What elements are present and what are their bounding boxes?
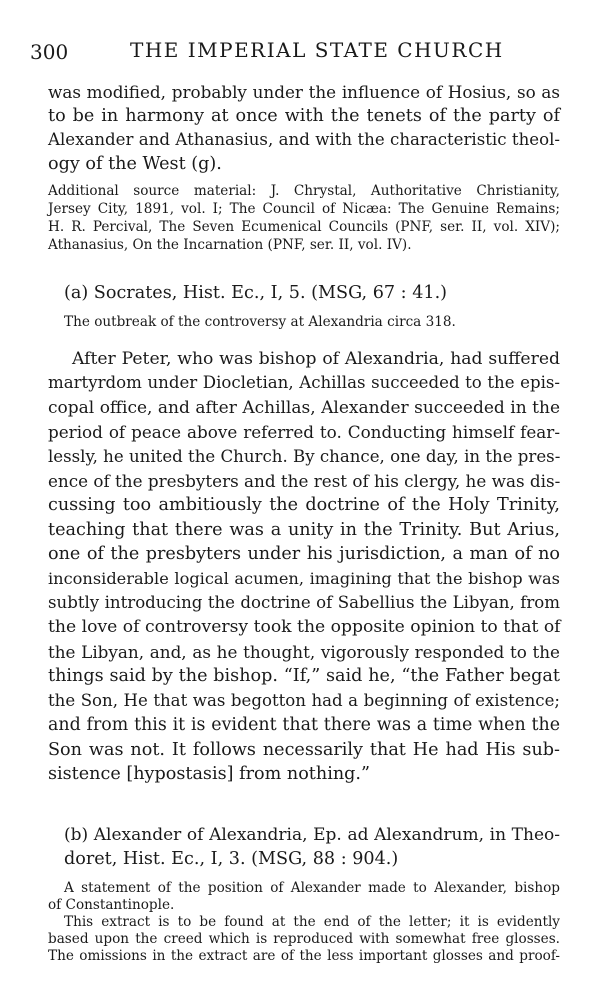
text-line: sistence [hypostasis] from nothing.” <box>48 763 370 784</box>
text-line: (b) Alexander of Alexandria, Ep. ad Alexandrum, in Theo- <box>64 825 560 845</box>
text-line: ogy of the West (g). <box>48 154 222 174</box>
text-line: teaching that there was a unity in the Trinity. But Arius, <box>48 519 560 540</box>
text-line: things said by the bishop. “If,” said he, “the Father begat <box>48 666 560 687</box>
text-line: subtly introducing the doctrine of Sabellius the Libyan, from <box>48 593 560 613</box>
intro-paragraph <box>48 80 560 176</box>
running-title: THE IMPERIAL STATE CHURCH <box>130 38 504 62</box>
section-b-heading <box>64 823 560 871</box>
text-line: and from this it is evident that there was a time when the <box>48 715 560 736</box>
text-line: Athanasius, On the Incarnation (PNF, ser. II, vol. IV). <box>48 237 412 253</box>
text-line: H. R. Percival, The Seven Ecumenical Councils (PNF, ser. II, vol. XIV); <box>48 219 560 235</box>
text-line: Alexander and Athanasius, and with the characteristic theol- <box>48 130 560 149</box>
text-line: the Libyan, and, as he thought, vigorously responded to the <box>48 641 560 662</box>
text-line: of Constantinople. <box>48 897 175 913</box>
text-line: Jersey City, 1891, vol. I; The Council of Nicæa: The Genuine Remains; <box>48 201 560 217</box>
text-line: A statement of the position of Alexander made to Alexander, bishop <box>64 880 560 896</box>
source-material-note <box>48 182 560 254</box>
page-header <box>30 36 590 66</box>
text-line: After Peter, who was bishop of Alexandria, had suffered <box>72 349 560 369</box>
text-line: The omissions in the extract are of the less important glosses and proof- <box>48 948 560 964</box>
text-line: one of the presbyters under his jurisdiction, a man of no <box>48 544 560 565</box>
text-line: lessly, he united the Church. By chance, one day, in the pres- <box>48 446 561 466</box>
text-line: Son was not. It follows necessarily that He had His sub- <box>48 739 560 760</box>
text-line: This extract is to be found at the end of the letter; it is evidently <box>64 914 560 930</box>
section-a-heading: (a) Socrates, Hist. Ec., I, 5. (MSG, 67 : 41.) <box>64 283 448 303</box>
text-line: doret, Hist. Ec., I, 3. (MSG, 88 : 904.) <box>64 849 399 869</box>
text-line: based upon the creed which is reproduced with somewhat free glosses. <box>48 931 560 947</box>
text-line: to be in harmony at once with the tenets of the party of <box>48 106 560 126</box>
section-b-notes <box>48 880 560 965</box>
text-line: copal office, and after Achillas, Alexander succeeded in the <box>48 397 560 418</box>
text-line: the love of controversy took the opposite opinion to that of <box>48 617 561 638</box>
text-line: was modified, probably under the influence of Hosius, so as <box>48 82 560 102</box>
text-line: the Son, He that was begotton had a beginning of existence; <box>48 690 560 710</box>
text-line: cussing too ambitiously the doctrine of the Holy Trinity, <box>48 495 560 516</box>
text-line: Additional source material: J. Chrystal, Authoritative Christianity, <box>48 183 560 199</box>
text-line: period of peace above referred to. Conducting himself fear- <box>48 422 560 443</box>
text-line: martyrdom under Diocletian, Achillas succeeded to the epis- <box>48 373 560 393</box>
text-line: inconsiderable logical acumen, imagining that the bishop was <box>48 568 560 588</box>
page-number: 300 <box>30 40 69 64</box>
section-a-note: The outbreak of the controversy at Alexandria circa 318. <box>64 314 456 330</box>
main-paragraph <box>48 347 560 786</box>
text-line: ence of the presbyters and the rest of his clergy, he was dis- <box>48 471 561 492</box>
